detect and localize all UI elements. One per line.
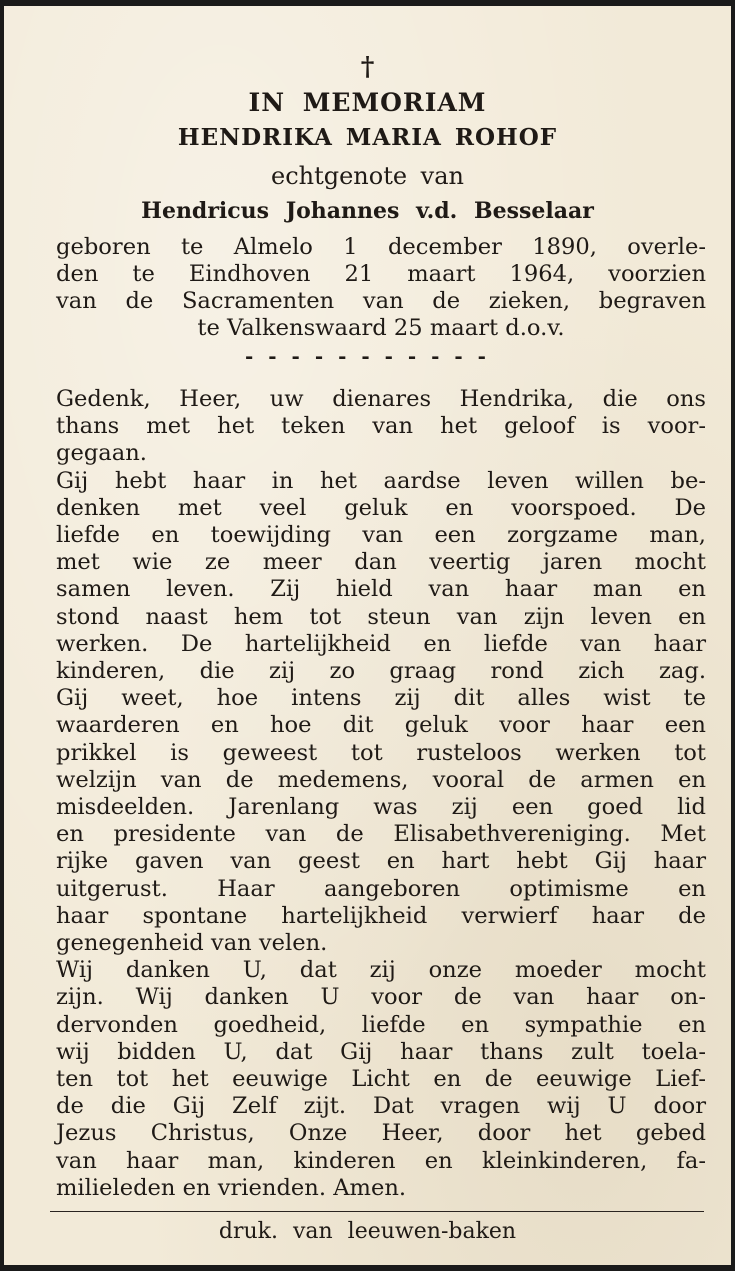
prayer-line: Wij danken U, dat zij onze moeder mocht <box>56 957 706 984</box>
prayer-line: haar spontane hartelijkheid verwierf haar de <box>56 902 706 929</box>
prayer-line: ten tot het eeuwige Licht en de eeuwige Lief- <box>56 1066 706 1093</box>
prayer-line: de die Gij Zelf zijt. Dat vragen wij U door <box>56 1093 706 1120</box>
prayer-line: stond naast hem tot steun van zijn leven en <box>56 603 706 630</box>
prayer-line: kinderen, die zij zo graag rond zich zag. <box>56 658 706 685</box>
prayer-line: waarderen en hoe dit geluk voor haar een <box>56 712 706 739</box>
prayer-line: uitgerust. Haar aangeboren optimisme en <box>56 875 706 902</box>
prayer-line: Gedenk, Heer, uw dienares Hendrika, die ons <box>56 386 706 412</box>
prayer-line: van haar man, kinderen en kleinkinderen, fa- <box>56 1147 706 1174</box>
spouse-label: echtgenote van <box>270 162 465 190</box>
prayer-line: zijn. Wij danken U voor de van haar on- <box>56 984 706 1011</box>
prayer-line: rijke gaven van geest en hart hebt Gij haar <box>56 848 706 875</box>
prayer-line: Gij weet, hoe intens zij dit alles wist te <box>56 685 706 712</box>
prayer-line: milieleden en vrienden. Amen. <box>56 1174 407 1201</box>
prayer-line: Gij hebt haar in het aardse leven willen be- <box>56 467 706 494</box>
separator: - - - - - - - - - - - <box>245 344 490 368</box>
printer-credit: druk. van leeuwen-baken <box>218 1219 517 1244</box>
dates-line: geboren te Almelo 1 december 1890, overle- <box>56 234 706 260</box>
deceased-name: HENDRIKA MARIA ROHOF <box>177 124 558 151</box>
memorial-card <box>4 6 731 1265</box>
prayer-line: Jezus Christus, Onze Heer, door het gebed <box>56 1120 706 1147</box>
prayer-line: misdeelden. Jarenlang was zij een goed lid <box>56 794 706 821</box>
spouse-name: Hendricus Johannes v.d. Besselaar <box>141 198 594 224</box>
prayer-line: prikkel is geweest tot rusteloos werken tot <box>56 739 706 766</box>
prayer-line: liefde en toewijding van een zorgzame man, <box>56 522 706 549</box>
prayer-line: samen leven. Zij hield van haar man en <box>56 576 706 603</box>
prayer-line: werken. De hartelijkheid en liefde van haar <box>56 630 706 657</box>
prayer-line: wij bidden U, dat Gij haar thans zult toela- <box>56 1038 706 1065</box>
cross-icon: † <box>360 52 375 82</box>
heading: IN MEMORIAM <box>248 88 487 117</box>
prayer-line: met wie ze meer dan veertig jaren mocht <box>56 549 706 576</box>
dates-line: te Valkenswaard 25 maart d.o.v. <box>197 315 565 341</box>
prayer-line: en presidente van de Elisabethvereniging. Met <box>56 821 706 848</box>
prayer-line: genegenheid van velen. <box>56 930 328 957</box>
dates-line: den te Eindhoven 21 maart 1964, voorzien <box>56 261 706 287</box>
dates-paragraph <box>56 234 706 342</box>
prayer-line: denken met veel geluk en voorspoed. De <box>56 494 706 521</box>
prayer-line: thans met het teken van het geloof is voor- <box>56 413 706 440</box>
footer-divider <box>50 1211 704 1212</box>
prayer-line: gegaan. <box>56 440 147 467</box>
prayer-text <box>56 386 706 1202</box>
prayer-line: dervonden goedheid, liefde en sympathie en <box>56 1011 706 1038</box>
prayer-line: welzijn van de medemens, vooral de armen en <box>56 766 706 793</box>
dates-line: van de Sacramenten van de zieken, begraven <box>56 288 706 314</box>
